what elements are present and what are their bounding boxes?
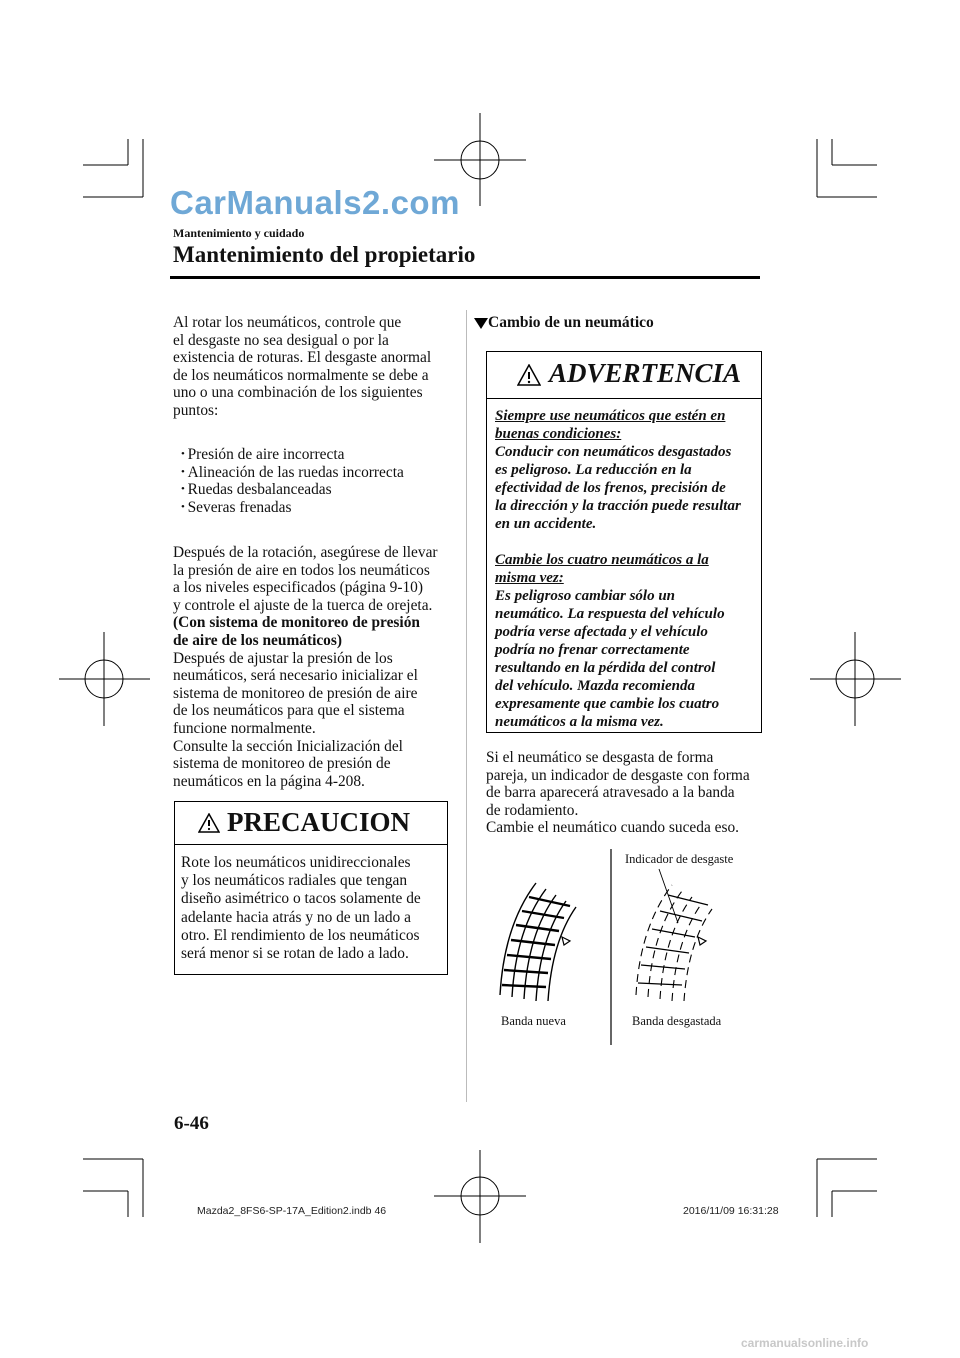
new-wear-bar-icon [562,937,570,945]
section-triangle-icon [474,318,488,329]
caution-header [175,802,447,845]
footer-timestamp: 2016/11/09 16:31:28 [683,1205,779,1217]
warning-text: Siempre use neumáticos que estén en buenas condiciones: Conducir con neumáticos desgastados es peligroso. La reducción en la efectividad de los frenos, precisión de la dirección y la tracción puede resultar en un accidente. Cambie los cuatro neumáticos a la misma vez: Es peligroso cambiar sólo un neumático. La respuesta del vehículo podría verse afectada y el vehículo podría no frenar correctamente resultando en la pérdida del control del vehículo. Mazda recomienda expresamente que cambie los cuatro neumáticos a la misma vez. [495,408,741,730]
tire-change-heading: Cambio de un neumático [488,314,654,331]
caution-text: Rote los neumáticos unidireccionales y los neumáticos radiales que tengan diseño asimétrico o tacos solamente de adelante hacia atrás y no de un lado a otro. El rendimiento de los neumáticos será menor si se rotan de lado a lado. [181,854,421,963]
rotation-paragraph: Después de la rotación, asegúrese de llevar la presión de aire en todos los neumáticos a los niveles especificados (página 9-10) y controle el ajuste de la tuerca de orejeta. (Con sistema de monitoreo de presión de aire de los neumáticos) Después de ajustar la presión de los neumáticos, será necesario inicializar el sistema de monitoreo de presión de aire de los neumáticos para que el sistema funcione normalmente. Consulte la sección Inicialización del sistema de monitoreo de presión de neumáticos en la página 4-208. [173,544,438,790]
list-item: • Presión de aire incorrecta [181,446,404,464]
caution-box [174,801,448,975]
column-divider [466,310,467,1102]
worn-tread-label: Banda desgastada [632,1014,722,1028]
warning-title: ADVERTENCIA [549,358,742,388]
wear-indicator-paragraph: Si el neumático se desgasta de forma pareja, un indicador de desgaste con forma de barra aparecerá atravesado a la banda de rodamiento. Cambie el neumático cuando suceda eso. [486,749,750,837]
warning-triangle-icon [517,364,541,386]
section-label: Mantenimiento y cuidado [173,226,305,240]
site-logo: CarManuals2.com [170,184,460,221]
caution-title: PRECAUCION [227,807,411,837]
watermark: carmanualsonline.info [741,1336,869,1350]
title-rule [170,276,760,279]
worn-wear-bar-icon [698,937,706,945]
indicator-label: Indicador de desgaste [625,852,734,866]
page-number: 6-46 [174,1113,209,1134]
warning-header [487,352,761,399]
tpms-heading: (Con sistema de monitoreo de presión [173,614,420,632]
intro-paragraph: Al rotar los neumáticos, controle que el desgaste no sea desigual o por la existencia de roturas. El desgaste anormal de los neumáticos normalmente se debe a uno o una combinación de los siguientes puntos: [173,314,432,419]
list-item: • Severas frenadas [181,499,404,517]
page-title: Mantenimiento del propietario [173,242,476,267]
new-tread-label: Banda nueva [501,1014,566,1028]
warning-triangle-icon [198,813,220,833]
footer-file: Mazda2_8FS6-SP-17A_Edition2.indb 46 [197,1205,387,1217]
causes-list [181,446,404,516]
list-item: • Ruedas desbalanceadas [181,481,404,499]
warning-box [486,351,762,733]
list-item: • Alineación de las ruedas incorrecta [181,464,404,482]
